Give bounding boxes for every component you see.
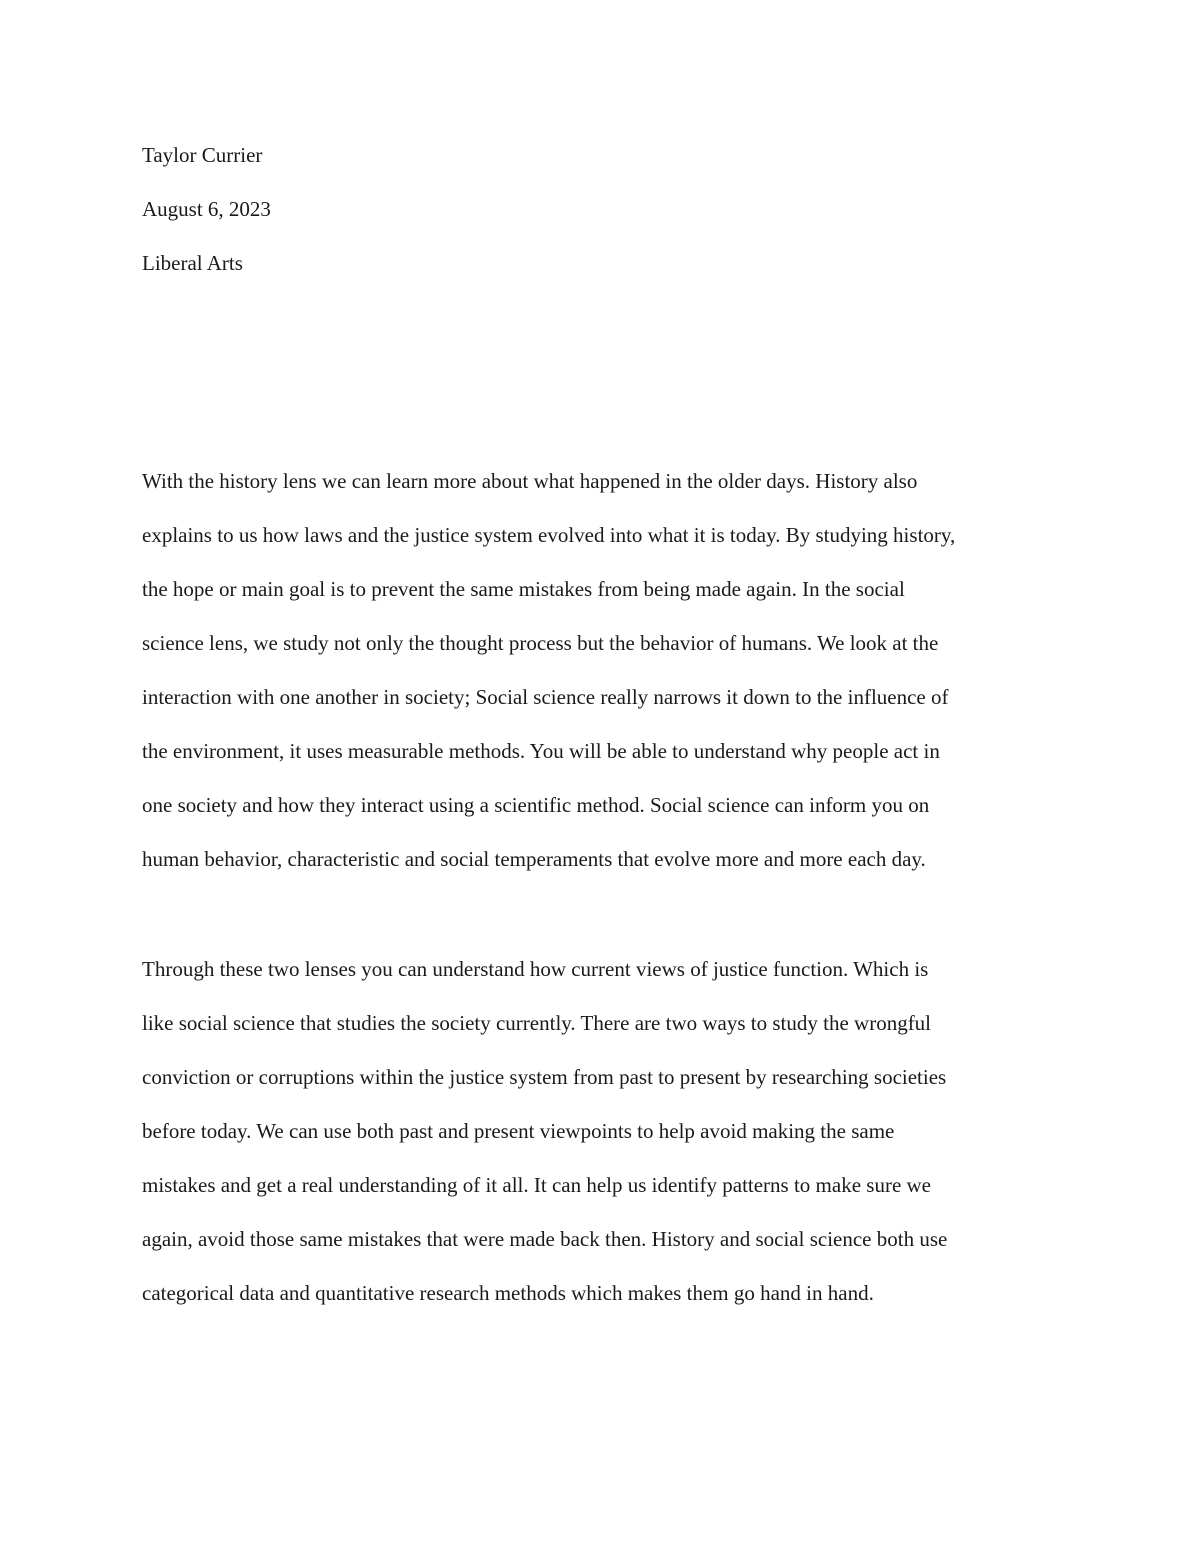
document-date: August 6, 2023 xyxy=(142,197,271,221)
paragraph-line: mistakes and get a real understanding of it all. It can help us identify patterns to make sure we xyxy=(142,1173,932,1197)
paragraph-line: again, avoid those same mistakes that were made back then. History and social science both use xyxy=(142,1227,948,1251)
body-paragraph-1 xyxy=(142,466,1077,898)
paragraph-line: the environment, it uses measurable methods. You will be able to understand why people act in xyxy=(142,739,940,763)
paragraph-line: conviction or corruptions within the justice system from past to present by researching societies xyxy=(142,1065,947,1089)
paragraph-line: science lens, we study not only the thought process but the behavior of humans. We look at the xyxy=(142,631,939,655)
paragraph-line: Through these two lenses you can understand how current views of justice function. Which is xyxy=(142,957,929,981)
paragraph-line: one society and how they interact using a scientific method. Social science can inform you on xyxy=(142,793,930,817)
body-paragraph-2 xyxy=(142,954,1077,1332)
paragraph-line: human behavior, characteristic and social temperaments that evolve more and more each day. xyxy=(142,847,926,871)
paragraph-line: the hope or main goal is to prevent the same mistakes from being made again. In the social xyxy=(142,577,905,601)
paragraph-line: categorical data and quantitative research methods which makes them go hand in hand. xyxy=(142,1281,874,1305)
course-name: Liberal Arts xyxy=(142,251,243,275)
paragraph-line: explains to us how laws and the justice system evolved into what it is today. By studying history, xyxy=(142,523,956,547)
author-name: Taylor Currier xyxy=(142,143,263,167)
paragraph-line: interaction with one another in society; Social science really narrows it down to the influence of xyxy=(142,685,949,709)
paragraph-line: like social science that studies the society currently. There are two ways to study the wrongful xyxy=(142,1011,932,1035)
paragraph-line: before today. We can use both past and present viewpoints to help avoid making the same xyxy=(142,1119,895,1143)
paragraph-line: With the history lens we can learn more about what happened in the older days. History also xyxy=(142,469,918,493)
